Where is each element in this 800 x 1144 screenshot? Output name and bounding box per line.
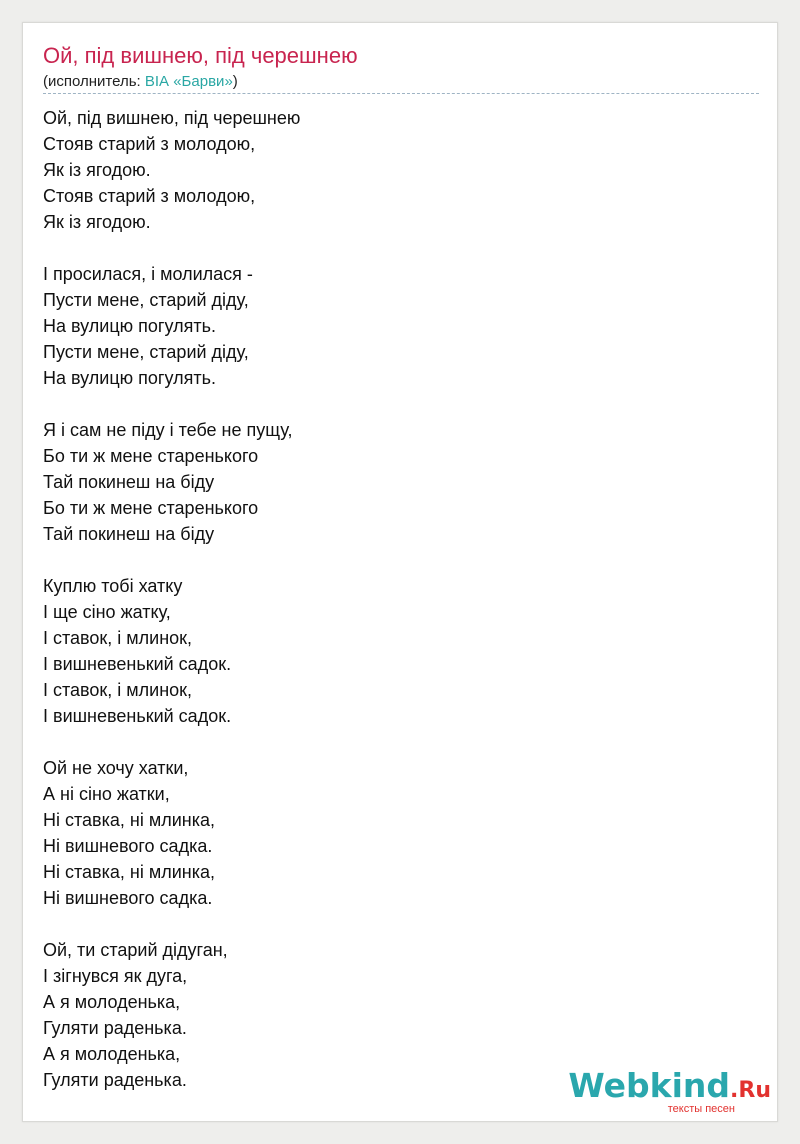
lyric-line: Тай покинеш на біду (43, 472, 215, 492)
performer-line (43, 73, 238, 90)
lyrics-body (43, 105, 300, 1119)
lyric-line: А я молоденька, (43, 1044, 181, 1064)
lyric-line: А я молоденька, (43, 992, 181, 1012)
logo-tagline: тексты песен (667, 1103, 735, 1115)
lyric-line: І просилася, і молилася - (43, 264, 253, 284)
lyric-line: Ой, під вишнею, під черешнею (43, 108, 301, 128)
lyric-line: Тай покинеш на біду (43, 524, 215, 544)
lyric-line: І зігнувся як дуга, (43, 966, 188, 986)
stanza (43, 261, 300, 391)
lyric-line: І вишневенький садок. (43, 706, 232, 726)
lyric-line: А ні сіно жатки, (43, 784, 170, 804)
stanza (43, 755, 300, 911)
lyric-line: На вулицю погулять. (43, 368, 216, 388)
lyric-line: Гуляти раденька. (43, 1018, 187, 1038)
logo-name: Webkind (568, 1066, 731, 1105)
stanza (43, 573, 300, 729)
lyric-line: Ні вишневого садка. (43, 888, 213, 908)
lyric-line: Ні ставка, ні млинка, (43, 810, 215, 830)
logo-tld: .Ru (730, 1078, 771, 1103)
lyric-line: Ні вишневого садка. (43, 836, 213, 856)
title-divider (43, 93, 759, 94)
lyric-line: Пусти мене, старий діду, (43, 342, 249, 362)
lyric-line: Бо ти ж мене старенького (43, 498, 259, 518)
lyric-line: На вулицю погулять. (43, 316, 216, 336)
stanza (43, 937, 300, 1093)
lyric-line: Куплю тобі хатку (43, 576, 183, 596)
stanza (43, 417, 300, 547)
lyric-line: І вишневенький садок. (43, 654, 232, 674)
lyric-line: І ставок, і млинок, (43, 628, 193, 648)
performer-prefix: (исполнитель: (43, 73, 145, 90)
lyric-line: Як із ягодою. (43, 212, 151, 232)
artist-link[interactable]: ВІА «Барви» (144, 73, 233, 90)
lyric-line: Ні ставка, ні млинка, (43, 862, 215, 882)
performer-suffix: ) (232, 73, 238, 90)
lyric-line: І ще сіно жатку, (43, 602, 171, 622)
lyrics-sheet (22, 22, 778, 1122)
lyric-line: І ставок, і млинок, (43, 680, 193, 700)
lyric-line: Як із ягодою. (43, 160, 151, 180)
lyric-line: Гуляти раденька. (43, 1070, 187, 1090)
lyric-line: Стояв старий з молодою, (43, 134, 256, 154)
stanza (43, 105, 300, 235)
lyric-line: Стояв старий з молодою, (43, 186, 256, 206)
song-title: Ой, під вишнею, під черешнею (43, 43, 358, 68)
lyric-line: Бо ти ж мене старенького (43, 446, 259, 466)
site-logo[interactable] (568, 1066, 771, 1115)
lyric-line: Я і сам не піду і тебе не пущу, (43, 420, 293, 440)
lyric-line: Ой, ти старий дідуган, (43, 940, 228, 960)
lyric-line: Пусти мене, старий діду, (43, 290, 249, 310)
lyric-line: Ой не хочу хатки, (43, 758, 189, 778)
